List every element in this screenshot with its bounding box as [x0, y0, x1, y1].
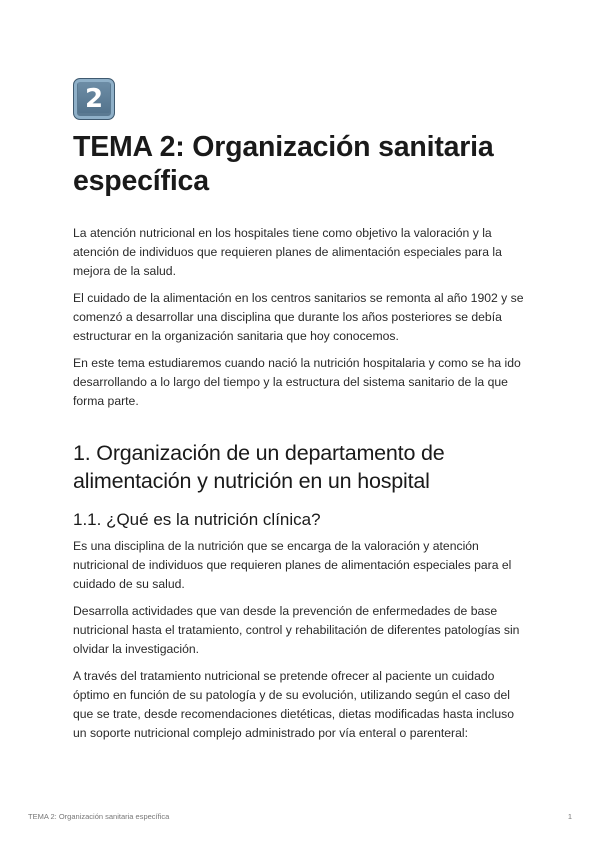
footer-document-title: TEMA 2: Organización sanitaria específica	[28, 812, 170, 821]
subsection-heading: 1.1. ¿Qué es la nutrición clínica?	[73, 510, 321, 529]
intro-paragraph: El cuidado de la alimentación en los centros sanitarios se remonta al año 1902 y se comenzó a desarrollar una disciplina que durante los años posteriores se debía estructurar en la organización sanitaria que hoy conocemos.	[73, 291, 524, 343]
keycap-number-icon	[73, 78, 115, 120]
subsection-body	[73, 537, 529, 743]
intro-paragraph: En este tema estudiaremos cuando nació la nutrición hospitalaria y como se ha ido desarrollando a lo largo del tiempo y la estructura del sistema sanitario de la que forma parte.	[73, 356, 521, 408]
body-paragraph: A través del tratamiento nutricional se pretende ofrecer al paciente un cuidado óptimo en función de su patología y de su evolución, utilizando según el caso del que se trate, desde recomendaciones dietéticas, dietas modificadas hasta incluso un soporte nutricional complejo administrado por vía enteral o parenteral:	[73, 669, 515, 740]
document-page	[73, 78, 529, 751]
body-paragraph: Es una disciplina de la nutrición que se encarga de la valoración y atención nutricional de individuos que requieren planes de alimentación especiales para el cuidado de su salud.	[73, 539, 512, 591]
intro-section	[73, 224, 529, 411]
page-title: TEMA 2: Organización sanitaria específica	[73, 131, 494, 197]
intro-paragraph: La atención nutricional en los hospitales tiene como objetivo la valoración y la atención de individuos que requieren planes de alimentación especiales para la mejora de la salud.	[73, 226, 502, 278]
body-paragraph: Desarrolla actividades que van desde la prevención de enfermedades de base nutricional hasta el tratamiento, control y rehabilitación de diferentes patologías sin olvidar la investigación.	[73, 604, 520, 656]
section-heading: 1. Organización de un departamento de alimentación y nutrición en un hospital	[73, 441, 445, 493]
keycap-symbol: 2	[84, 84, 104, 114]
footer-page-number: 1	[567, 812, 572, 821]
